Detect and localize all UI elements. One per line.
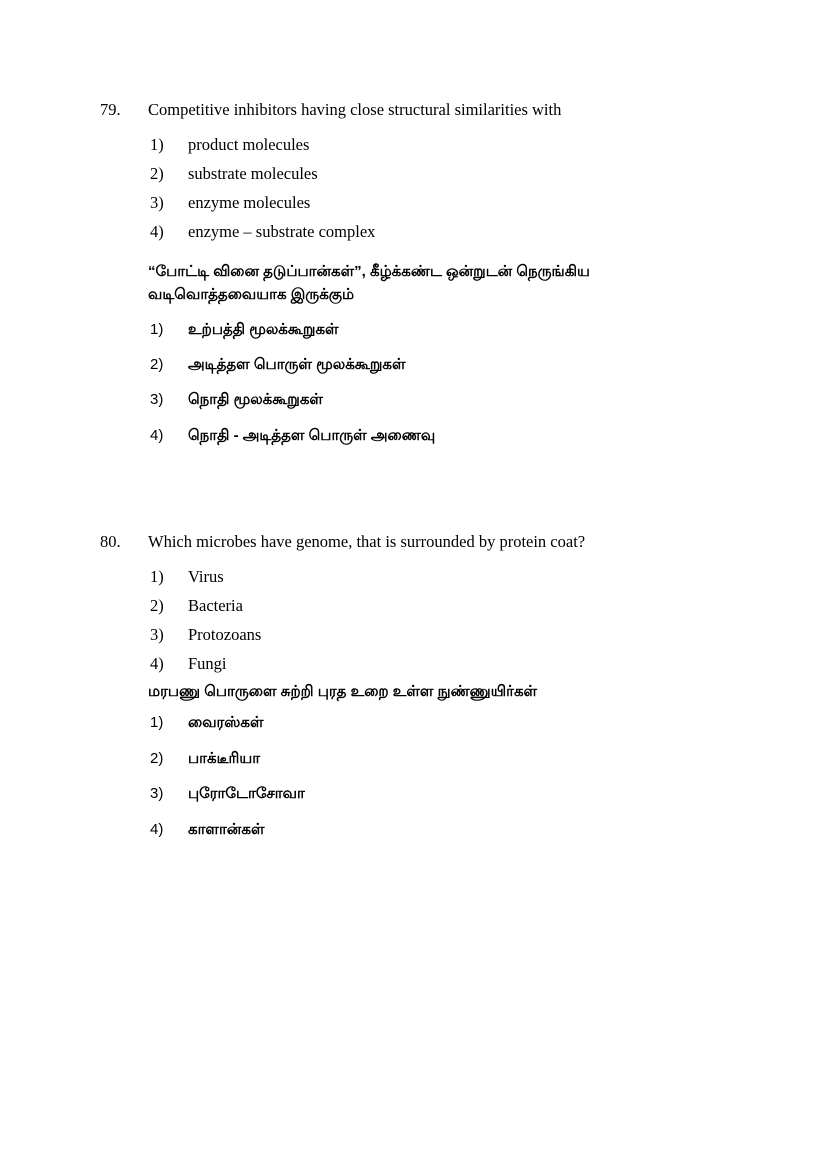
option-number: 4) bbox=[150, 427, 164, 444]
option-number: 1) bbox=[150, 321, 164, 338]
option-number: 3) bbox=[150, 785, 164, 802]
option-text: substrate molecules bbox=[188, 164, 318, 183]
question-text-tamil: மரபணு பொருளை சுற்றி புரத உறை உள்ள நுண்ணுயிர்கள் bbox=[148, 683, 538, 700]
option-text: Protozoans bbox=[188, 625, 262, 644]
option-number: 2) bbox=[150, 750, 164, 767]
option-number: 4) bbox=[150, 654, 164, 673]
option-text-tamil: புரோடோசோவா bbox=[188, 785, 305, 802]
question-text-english: Which microbes have genome, that is surrounded by protein coat? bbox=[148, 532, 586, 551]
option-number: 1) bbox=[150, 567, 164, 586]
option-number: 4) bbox=[150, 821, 164, 838]
question-text-tamil-line2: வடிவொத்தவையாக இருக்கும் bbox=[148, 286, 355, 303]
option-number: 2) bbox=[150, 356, 164, 373]
option-text-tamil: நொதி மூலக்கூறுகள் bbox=[188, 391, 323, 408]
question-number: 80. bbox=[100, 532, 121, 551]
option-number: 1) bbox=[150, 135, 164, 154]
option-text: enzyme molecules bbox=[188, 193, 311, 212]
question-number: 79. bbox=[100, 100, 121, 119]
option-text: enzyme – substrate complex bbox=[188, 222, 376, 241]
option-text-tamil: பாக்டீரியா bbox=[188, 750, 261, 767]
question-text-tamil: “போட்டி வினை தடுப்பான்கள்”, கீழ்க்கண்ட ஒன்றுடன் நெருங்கிய bbox=[148, 263, 590, 280]
option-text-tamil: வைரஸ்கள் bbox=[188, 714, 264, 731]
option-number: 2) bbox=[150, 596, 164, 615]
option-number: 1) bbox=[150, 714, 164, 731]
option-number: 3) bbox=[150, 391, 164, 408]
option-text: Bacteria bbox=[188, 596, 243, 615]
question-text-english: Competitive inhibitors having close structural similarities with bbox=[148, 100, 562, 119]
option-text: product molecules bbox=[188, 135, 310, 154]
option-text-tamil: நொதி - அடித்தள பொருள் அணைவு bbox=[188, 427, 436, 444]
option-text-tamil: காளான்கள் bbox=[188, 821, 265, 838]
option-number: 3) bbox=[150, 625, 164, 644]
option-text-tamil: அடித்தள பொருள் மூலக்கூறுகள் bbox=[188, 356, 406, 373]
option-number: 2) bbox=[150, 164, 164, 183]
option-number: 3) bbox=[150, 193, 164, 212]
option-text: Fungi bbox=[188, 654, 227, 673]
option-number: 4) bbox=[150, 222, 164, 241]
option-text: Virus bbox=[188, 567, 224, 586]
option-text-tamil: உற்பத்தி மூலக்கூறுகள் bbox=[188, 321, 339, 338]
